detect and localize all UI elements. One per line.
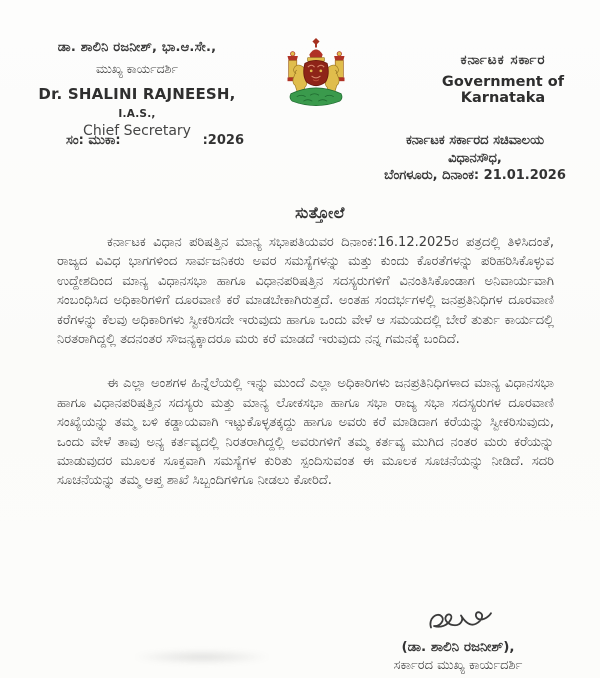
letterhead-officer-block — [28, 40, 246, 139]
government-name-kannada: ಕರ್ನಾಟಕ ಸರ್ಕಾರ — [460, 52, 546, 68]
scan-smudge-artifact — [132, 650, 272, 664]
reference-number-line — [66, 133, 244, 148]
body-paragraph-2: ಈ ಎಲ್ಲಾ ಅಂಶಗಳ ಹಿನ್ನೆಲೆಯಲ್ಲಿ ಇನ್ನು ಮುಂದೆ ಎಲ್ಲಾ ಅಧಿಕಾರಿಗಳು ಜನಪ್ರತಿನಿಧಿಗಳಾದ ಮಾನ್ಯ ವಿಧಾನಸಭಾ ಹಾಗೂ ವಿಧಾನಪರಿಷತ್ತಿನ ಸದಸ್ಯರು ಮತ್ತು ಮಾನ್ಯ ಲೋಕಸಭಾ ಹಾಗೂ ಸಭಾ ರಾಜ್ಯ ಸಭಾ ಸದಸ್ಯರುಗಳ ದೂರವಾಣಿ ಸಂಖ್ಯೆಯನ್ನು ತಮ್ಮ ಬಳಿ ಕಡ್ಡಾಯವಾಗಿ ಇಟ್ಟುಕೊಳ್ಳತಕ್ಕದ್ದು ಹಾಗೂ ಅವರು ಕರೆ ಮಾಡಿದಾಗ ಕರೆಯನ್ನು ಸ್ವೀಕರಿಸುವುದು, ಒಂದು ವೇಳೆ ತಾವು ಅನ್ಯ ಕರ್ತವ್ಯದಲ್ಲಿ ನಿರತರಾಗಿದ್ದಲ್ಲಿ ಅವರುಗಳಿಗೆ ತಮ್ಮ ಕರ್ತವ್ಯ ಮುಗಿದ ನಂತರ ಮರು ಕರೆಯನ್ನು ಮಾಡುವುದರ ಮೂಲಕ ಸೂಕ್ತವಾಗಿ ಸಮಸ್ಯೆಗಳ ಕುರಿತು ಸ್ಪಂದಿಸುವಂತ ಈ ಮೂಲಕ ಸೂಚನೆಯನ್ನು ನೀಡಿದೆ. ಸದರಿ ಸೂಚನೆಯನ್ನು ತಮ್ಮ ಆಪ್ತ ಶಾಖೆ ಸಿಬ್ಬಂದಿಗಳಿಗೂ ನೀಡಲು ಕೋರಿದೆ. — [57, 376, 554, 489]
secretariat-address-block — [356, 132, 594, 185]
signature-block — [330, 608, 586, 673]
officer-ias-suffix: I.A.S., — [118, 108, 156, 120]
officer-name-english-text: Dr. SHALINI RAJNEESH, — [38, 85, 236, 103]
address-line-secretariat: ಕರ್ನಾಟಕ ಸರ್ಕಾರದ ಸಚಿವಾಲಯ — [405, 133, 545, 148]
officer-name-kannada: ಡಾ. ಶಾಲಿನಿ ರಜನೀಶ್, ಭಾ.ಆ.ಸೇ., — [57, 40, 217, 55]
officer-title-english: Chief Secretary — [83, 123, 191, 139]
government-name-english: Government of Karnataka — [441, 74, 565, 106]
karnataka-state-emblem-icon — [279, 37, 353, 115]
officer-name-english — [28, 85, 246, 121]
signatory-name: (ಡಾ. ಶಾಲಿನಿ ರಜನೀಶ್), — [401, 639, 515, 655]
reference-value: :2026 — [202, 133, 244, 148]
document-title: ಸುತ್ತೋಲೆ — [295, 204, 345, 222]
signatory-title: ಸರ್ಕಾರದ ಮುಖ್ಯ ಕಾರ್ಯದರ್ಶಿ — [393, 658, 523, 673]
government-name-block — [408, 52, 598, 106]
letter-body — [57, 233, 554, 491]
signature-scribble-icon — [420, 608, 496, 638]
address-line-place-date: ಬೆಂಗಳೂರು, ದಿನಾಂಕ: 21.01.2026 — [384, 168, 566, 183]
address-line-building: ವಿಧಾನಸೌಧ, — [448, 150, 502, 166]
officer-title-kannada: ಮುಖ್ಯ ಕಾರ್ಯದರ್ಶಿ — [96, 61, 178, 76]
body-paragraph-1: ಕರ್ನಾಟಕ ವಿಧಾನ ಪರಿಷತ್ತಿನ ಮಾನ್ಯ ಸಭಾಪತಿಯವರ ದಿನಾಂಕ:16.12.2025ರ ಪತ್ರದಲ್ಲಿ ತಿಳಿಸಿದಂತೆ, ರಾಜ್ಯದ ವಿವಿಧ ಭಾಗಗಳಿಂದ ಸಾರ್ವಜನಿಕರು ಅವರ ಸಮಸ್ಯೆಗಳನ್ನು ಮತ್ತು ಕುಂದು ಕೊರತೆಗಳನ್ನು ಪರಿಹರಿಸಿಕೊಳ್ಳುವ ಉದ್ದೇಶದಿಂದ ಮಾನ್ಯ ವಿಧಾನಸಭಾ ಹಾಗೂ ವಿಧಾನಪರಿಷತ್ತಿನ ಸದಸ್ಯರುಗಳಿಗೆ ವಿನಂತಿಸಿಕೊಂಡಾಗ ಅನಿವಾರ್ಯವಾಗಿ ಸಂಬಂಧಿಸಿದ ಅಧಿಕಾರಿಗಳಿಗೆ ದೂರವಾಣಿ ಕರೆ ಮಾಡಬೇಕಾಗಿರುತ್ತದೆ. ಅಂತಹ ಸಂದರ್ಭಗಳಲ್ಲಿ ಜನಪ್ರತಿನಿಧಿಗಳ ದೂರವಾಣಿ ಕರೆಗಳನ್ನು ಕೆಲವು ಅಧಿಕಾರಿಗಳು ಸ್ವೀಕರಿಸದೇ ಇರುವುದು ಹಾಗೂ ಒಂದು ವೇಳೆ ಆ ಸಮಯದಲ್ಲಿ ಬೇರೆ ತುರ್ತು ಕಾರ್ಯದಲ್ಲಿ ನಿರತರಾಗಿದ್ದಲ್ಲಿ ತದನಂತರ ಸೌಜನ್ಯಕ್ಕಾದರೂ ಮರು ಕರೆ ಮಾಡದೆ ಇರುವುದು ನನ್ನ ಗಮನಕ್ಕೆ ಬಂದಿದೆ. — [57, 235, 554, 348]
reference-label: ಸಂ: ಮುಕಾ: — [66, 133, 121, 148]
